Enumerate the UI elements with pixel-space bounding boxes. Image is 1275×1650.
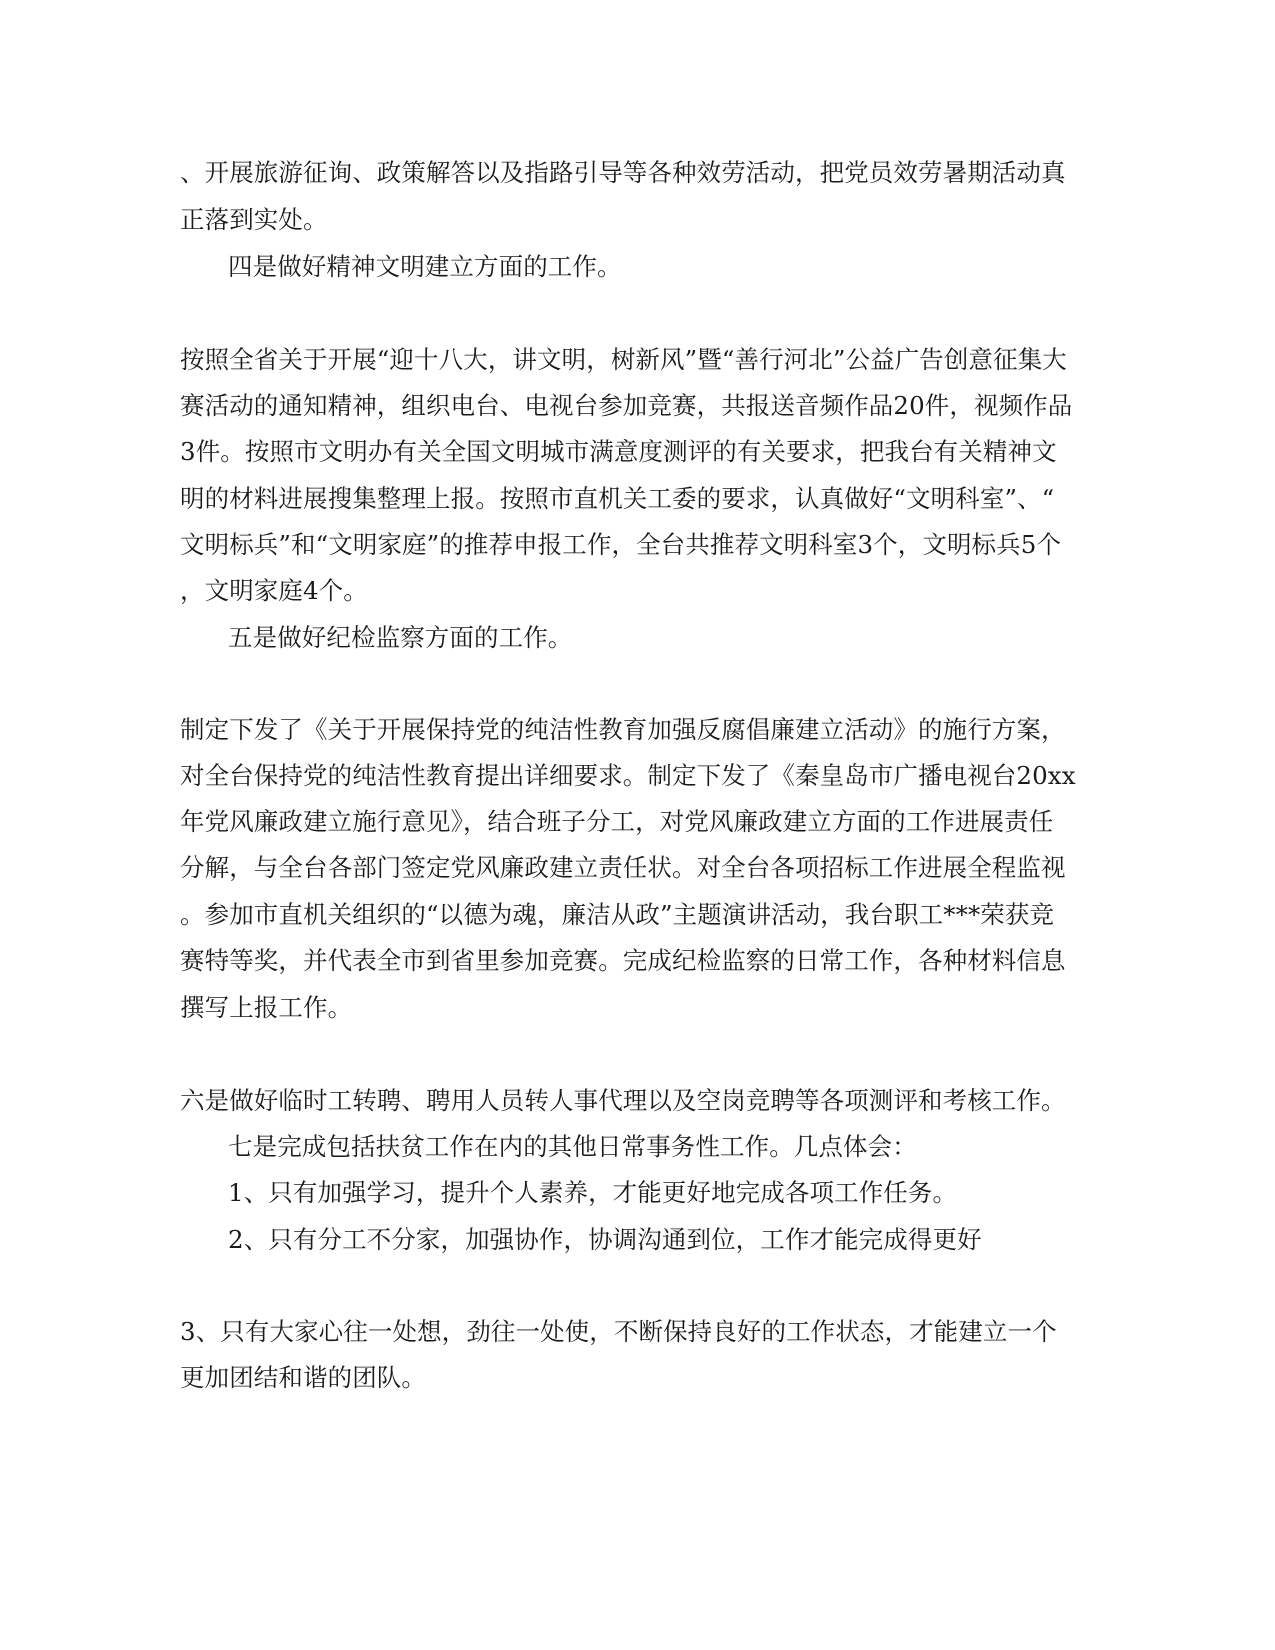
text-line: 3件。按照市文明办有关全国文明城市满意度测评的有关要求，把我台有关精神文: [180, 437, 1057, 466]
text-line: ，文明家庭4个。: [180, 576, 368, 605]
text-line: 六是做好临时工转聘、聘用人员转人事代理以及空岗竞聘等各项测评和考核工作。: [180, 1086, 1066, 1115]
section-heading: 七是完成包括扶贫工作在内的其他日常事务性工作。几点体会：: [228, 1132, 917, 1161]
text-line: 明的材料进展搜集整理上报。按照市直机关工委的要求，认真做好“文明科室”、“: [180, 484, 1055, 513]
text-line: 正落到实处。: [180, 205, 328, 234]
text-line: 对全台保持党的纯洁性教育提出详细要求。制定下发了《秦皇岛市广播电视台20xx: [180, 761, 1076, 790]
text-line: 文明标兵”和“文明家庭”的推荐申报工作，全台共推荐文明科室3个，文明标兵5个: [180, 530, 1062, 559]
list-item: 3、只有大家心往一处想，劲往一处使，不断保持良好的工作状态，才能建立一个: [180, 1317, 1057, 1346]
text-line: 赛特等奖，并代表全市到省里参加竞赛。完成纪检监察的日常工作，各种材料信息: [180, 946, 1066, 975]
text-line: 制定下发了《关于开展保持党的纯洁性教育加强反腐倡廉建立活动》的施行方案，: [180, 715, 1066, 744]
text-line: 年党风廉政建立施行意见》，结合班子分工，对党风廉政建立方面的工作进展责任: [180, 807, 1054, 836]
text-line: 。参加市直机关组织的“以德为魂，廉洁从政”主题演讲活动，我台职工***荣获竞: [180, 900, 1055, 929]
text-line: 撰写上报工作。: [180, 993, 353, 1022]
section-heading: 五是做好纪检监察方面的工作。: [228, 623, 573, 652]
list-item: 2、只有分工不分家，加强协作，协调沟通到位，工作才能完成得更好: [228, 1225, 982, 1254]
section-heading: 四是做好精神文明建立方面的工作。: [228, 252, 622, 281]
list-item: 1、只有加强学习，提升个人素养，才能更好地完成各项工作任务。: [228, 1178, 958, 1207]
text-line: 赛活动的通知精神，组织电台、电视台参加竞赛，共报送音频作品20件，视频作品: [180, 391, 1073, 420]
text-line: 分解，与全台各部门签定党风廉政建立责任状。对全台各项招标工作进展全程监视: [180, 853, 1066, 882]
text-line: 、开展旅游征询、政策解答以及指路引导等各种效劳活动，把党员效劳暑期活动真: [180, 158, 1066, 187]
text-line: 更加团结和谐的团队。: [180, 1363, 426, 1392]
text-line: 按照全省关于开展“迎十八大，讲文明，树新风”暨“善行河北”公益广告创意征集大: [180, 345, 1067, 374]
